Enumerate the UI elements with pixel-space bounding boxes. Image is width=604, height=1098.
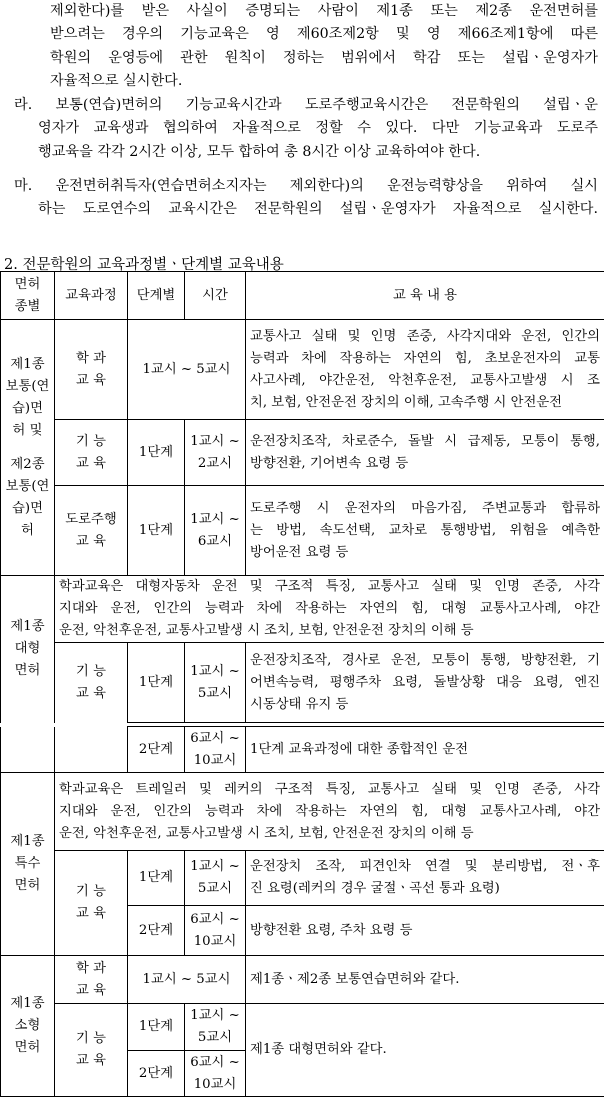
time-cell: 6교시 ~ 10교시 [185,727,246,773]
header-time: 시간 [185,272,246,320]
time-cell: 1교시 ~ 5교시 [128,956,246,1004]
item-ma [0,175,604,222]
content-cell: 운전장치조작, 차로준수, 돌발 시 급제동, 모퉁이 통행, 방향전환, 기어변속 요령 등 [246,420,604,486]
academic-content-cell: 학과교육은 트레일러 및 레커의 구조적 특징, 교통사고 실태 및 인명 존중, 사각 지대와 운전, 인간의 능력과 차에 작용하는 자연의 힘, 대형 교통사고사례, 야간 운전, 악천후운전, 교통사고발생 시 조치, 보험, 안전운전 장치의 이해 등 [55,773,604,851]
intro-line: 학원의 운영등에 관한 원칙이 정하는 범위에서 학감 또는 설립ㆍ운영자가 [50,49,598,66]
course-cell: 기 능 교 육 [55,1004,128,1097]
course-cell: 학 과 교 육 [55,956,128,1004]
license-type-cell-continued [1,727,55,773]
header-content: 교 육 내 용 [246,272,604,320]
time-cell: 1교시 ~ 5교시 [128,320,246,420]
stage-cell: 2단계 [128,906,185,956]
content-cell: 제1종 대형면허와 같다. [246,1004,604,1097]
header-stage: 단계별 [128,272,185,320]
table-row [1,727,604,773]
header-course: 교육과정 [55,272,128,320]
table-header-row [1,272,604,320]
section-title: 2. 전문학원의 교육과정별ㆍ단계별 교육내용 [4,257,284,273]
course-cell: 기 능 교 육 [55,420,128,486]
item-ra-line: 행교육을 각각 2시간 이상, 모두 합하여 총 8시간 이상 교육하여야 한다. [38,143,481,160]
time-cell: 1교시 ~ 6교시 [185,486,246,576]
time-cell: 1교시 ~ 5교시 [185,1004,246,1051]
item-ra-line: 라. 보통(연습)면허의 기능교육시간과 도로주행교육시간은 전문학원의 설립ㆍ운 [14,97,598,113]
curriculum-table-continued [0,726,604,1097]
stage-cell: 1단계 [128,643,185,723]
course-cell: 기 능 교 육 [55,643,128,723]
stage-cell: 2단계 [128,727,185,773]
intro-paragraph [0,0,604,94]
item-ra [0,94,604,164]
content-cell: 도로주행 시 운전자의 마음가짐, 주변교통과 합류하 는 방법, 속도선택, 교차로 통행방법, 위험을 예측한 방어운전 요령 등 [246,486,604,576]
time-cell: 6교시 ~ 10교시 [185,906,246,956]
item-ra-line: 영자가 교육생과 협의하여 자율적으로 정할 수 있다. 다만 기능교육과 도로주 [38,120,598,137]
content-cell: 운전장치조작, 경사로 운전, 모퉁이 통행, 방향전환, 기 어변속능력, 평행주차 요령, 돌발상황 대응 요령, 엔진 시동상태 유지 등 [246,643,604,723]
table-row [1,956,604,1004]
course-cell-continued [55,727,128,773]
content-cell: 운전장치 조작, 피견인차 연결 및 분리방법, 전ㆍ후 진 요령(레커의 경우 굴절ㆍ곡선 통과 요령) [246,851,604,906]
table-row [1,420,604,486]
table-row [1,851,604,906]
time-cell: 6교시 ~ 10교시 [185,1051,246,1097]
table-row [1,320,604,420]
table-row [1,643,604,723]
table-row [1,576,604,643]
academic-content-cell: 학과교육은 대형자동차 운전 및 구조적 특징, 교통사고 실태 및 인명 존중, 사각 지대와 운전, 인간의 능력과 차에 작용하는 자연의 힘, 대형 교통사고사례, 야간 운전, 악천후운전, 교통사고발생 시 조치, 보험, 안전운전 장치의 이해 등 [55,576,604,643]
stage-cell: 1단계 [128,486,185,576]
intro-line: 제외한다)를 받은 사실이 증명되는 사람이 제1종 또는 제2종 운전면허를 [50,3,598,19]
course-cell: 도로주행 교 육 [55,486,128,576]
content-cell: 교통사고 실태 및 인명 존중, 사각지대와 운전, 인간의 능력과 차에 작용하는 자연의 힘, 초보운전자의 교통 사고사례, 야간운전, 악천후운전, 교통사고발생 시 조 치, 보험, 안전운전 장치의 이해, 고속주행 시 안전운전 [246,320,604,420]
license-type-cell: 제1종 소형 면허 [1,956,55,1097]
stage-cell: 2단계 [128,1051,185,1097]
curriculum-table [0,271,604,723]
time-cell: 1교시 ~ 5교시 [185,851,246,906]
item-ma-line: 하는 도로연수의 교육시간은 전문학원의 설립ㆍ운영자가 자율적으로 실시한다. [38,201,598,218]
table-row [1,1004,604,1051]
time-cell: 1교시 ~ 5교시 [185,643,246,723]
license-type-cell: 제1종 특수 면허 [1,773,55,956]
table-row [1,773,604,851]
intro-line: 자율적으로 실시한다. [50,73,183,90]
license-type-cell: 제1종 대형 면허 [1,576,55,723]
intro-line: 받으려는 경우의 기능교육은 영 제60조제2항 및 영 제66조제1항에 따른 [50,26,598,43]
course-cell: 학 과 교 육 [55,320,128,420]
content-cell: 방향전환 요령, 주차 요령 등 [246,906,604,956]
stage-cell: 1단계 [128,420,185,486]
stage-cell: 1단계 [128,1004,185,1051]
course-cell: 기 능 교 육 [55,851,128,956]
content-cell: 1단계 교육과정에 대한 종합적인 운전 [246,727,604,773]
item-ma-line: 마. 운전면허취득자(연습면허소지자는 제외한다)의 운전능력향상을 위하여 실시 [14,178,598,194]
time-cell: 1교시 ~ 2교시 [185,420,246,486]
table-row [1,486,604,576]
stage-cell: 1단계 [128,851,185,906]
header-license-type: 면허 종별 [1,272,55,320]
content-cell: 제1종ㆍ제2종 보통연습면허와 같다. [246,956,604,1004]
license-type-cell: 제1종 보통(연 습)면 허 및 제2종 보통(연 습)면 허 [1,320,55,576]
